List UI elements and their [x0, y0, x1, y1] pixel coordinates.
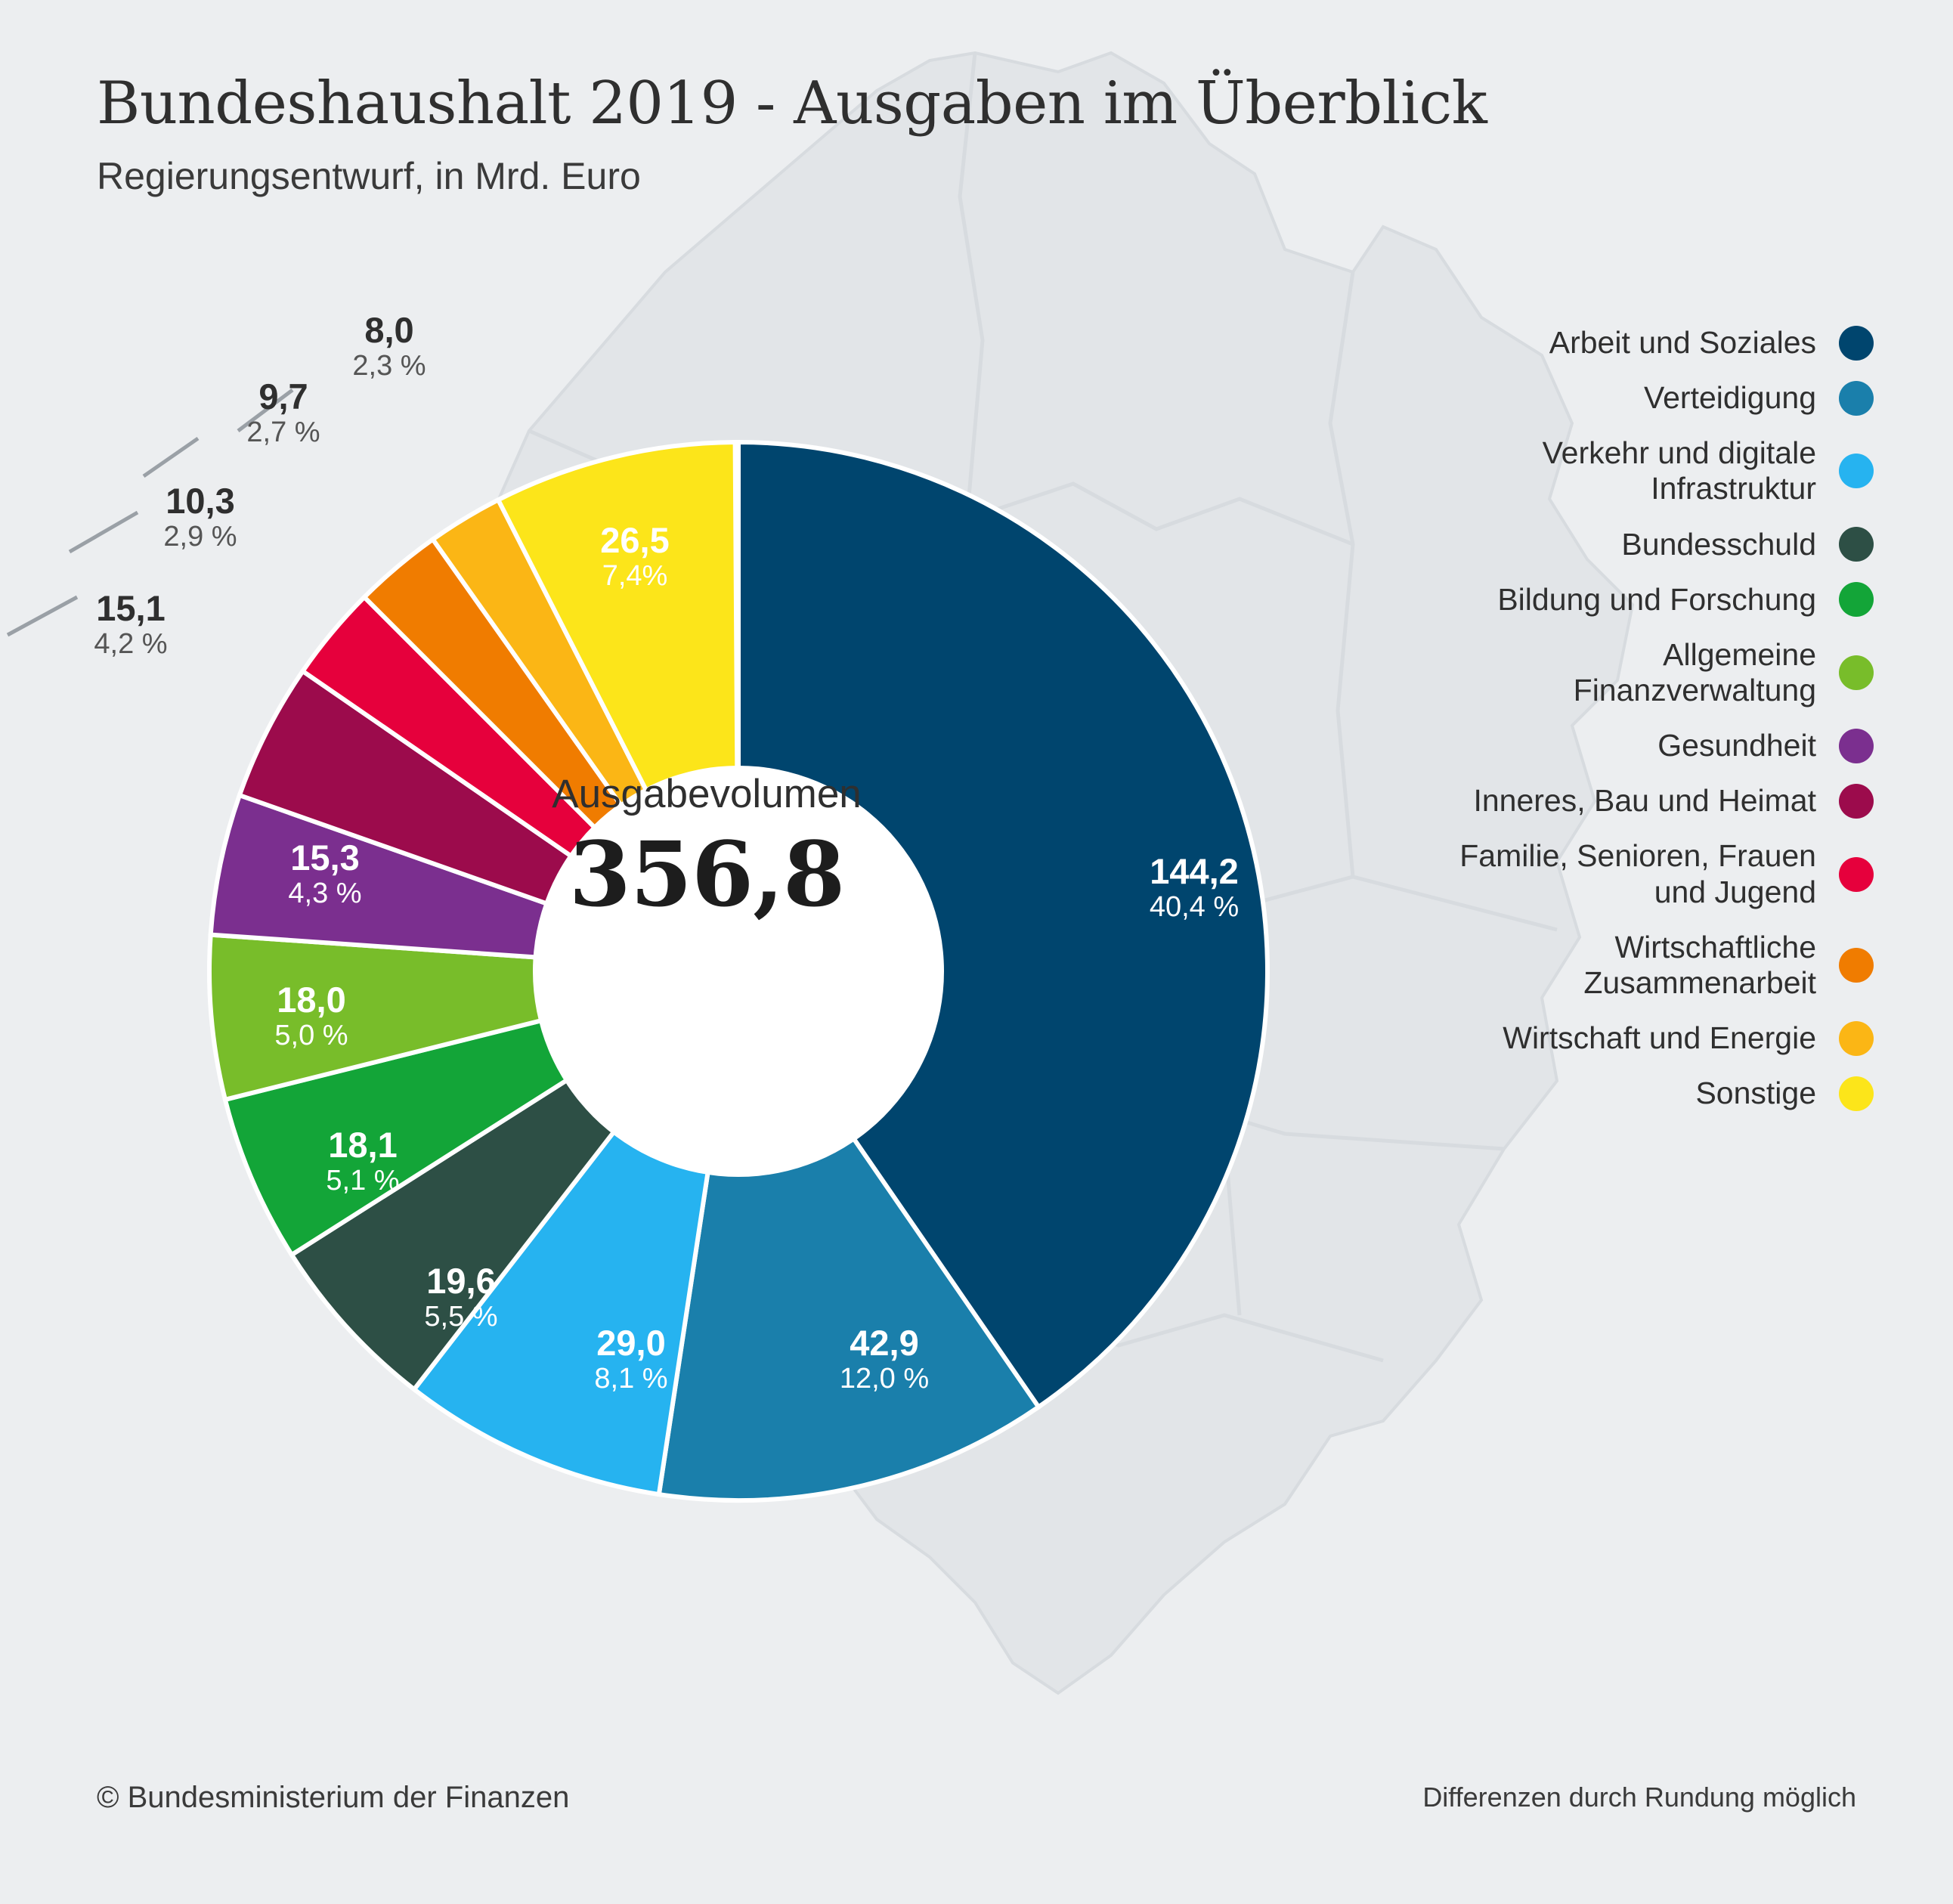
legend-item[interactable]: [1405, 637, 1874, 708]
legend-item[interactable]: [1405, 783, 1874, 819]
slice-label-bundesschuld: 19,6 5,5 %: [424, 1261, 498, 1333]
legend-item-label: Sonstige: [1695, 1076, 1816, 1111]
legend-item-label: Bildung und Forschung: [1497, 581, 1816, 617]
total-value: 356,8: [568, 822, 845, 927]
chart-header: [97, 70, 1487, 198]
page-subtitle: Regierungsentwurf, in Mrd. Euro: [97, 155, 641, 197]
legend-item[interactable]: [1405, 325, 1874, 361]
total-caption: Ausgabevolumen: [552, 772, 862, 816]
slice-label-wirtschaft-und-energie: 8,0 2,3 %: [352, 310, 426, 382]
legend-color-dot-icon: [1839, 1076, 1874, 1111]
legend-item-label: Verkehr und digitale Infrastruktur: [1542, 435, 1816, 506]
legend-color-dot-icon: [1839, 857, 1874, 892]
legend-item[interactable]: [1405, 728, 1874, 763]
legend-item[interactable]: [1405, 930, 1874, 1001]
legend-color-dot-icon: [1839, 582, 1874, 617]
legend-item-label: Gesundheit: [1657, 728, 1816, 763]
legend-item[interactable]: [1405, 582, 1874, 618]
legend-item[interactable]: [1405, 838, 1874, 909]
slice-label-verteidigung: 42,9 12,0 %: [839, 1323, 930, 1395]
legend-item[interactable]: [1405, 380, 1874, 416]
legend: [1405, 325, 1874, 1131]
legend-color-dot-icon: [1839, 948, 1874, 983]
slice-label-gesundheit: 15,3 4,3 %: [288, 837, 362, 910]
legend-color-dot-icon: [1839, 527, 1874, 562]
legend-item-label: Bundesschuld: [1621, 526, 1816, 562]
legend-item-label: Familie, Senioren, Frauen und Jugend: [1459, 838, 1816, 909]
legend-color-dot-icon: [1839, 729, 1874, 763]
copyright-note: © Bundesministerium der Finanzen: [97, 1781, 570, 1814]
legend-item[interactable]: [1405, 435, 1874, 506]
slice-label-verkehr-und-digitale-infrastruktur: 29,0 8,1 %: [594, 1323, 668, 1395]
donut-chart: [168, 401, 1309, 1542]
slice-label-bildung-und-forschung: 18,1 5,1 %: [326, 1125, 400, 1197]
donut-chart-svg: [168, 401, 1309, 1542]
legend-color-dot-icon: [1839, 1021, 1874, 1056]
page-title: Bundeshaushalt 2019 - Ausgaben im Überblick: [97, 70, 1487, 138]
legend-item[interactable]: [1405, 1020, 1874, 1056]
legend-color-dot-icon: [1839, 655, 1874, 690]
slice-label-sonstige: 26,5 7,4%: [600, 520, 670, 593]
legend-item-label: Arbeit und Soziales: [1549, 325, 1816, 360]
slice-label-arbeit-und-soziales: 144,2 40,4 %: [1149, 851, 1240, 924]
slice-label-allgemeine-finanzverwaltung: 18,0 5,0 %: [274, 980, 348, 1052]
legend-item-label: Verteidigung: [1644, 380, 1816, 416]
legend-item-label: Wirtschaftliche Zusammenarbeit: [1583, 929, 1816, 1000]
legend-item[interactable]: [1405, 1076, 1874, 1111]
slice-label-wirtschaftliche-zusammenarbeit: 9,7 2,7 %: [246, 376, 320, 449]
slice-label-inneres-bau-und-heimat: 15,1 4,2 %: [94, 588, 168, 661]
legend-item-label: Allgemeine Finanzverwaltung: [1573, 636, 1816, 707]
donut-center-text: [495, 771, 918, 927]
legend-item-label: Inneres, Bau und Heimat: [1473, 783, 1816, 819]
legend-color-dot-icon: [1839, 784, 1874, 819]
slice-label-familie-senioren-frauen-und-jugend: 10,3 2,9 %: [163, 481, 237, 553]
legend-color-dot-icon: [1839, 454, 1874, 488]
legend-item-label: Wirtschaft und Energie: [1503, 1020, 1816, 1055]
rounding-note: Differenzen durch Rundung möglich: [1422, 1782, 1856, 1813]
legend-color-dot-icon: [1839, 381, 1874, 416]
legend-item[interactable]: [1405, 527, 1874, 562]
legend-color-dot-icon: [1839, 326, 1874, 361]
